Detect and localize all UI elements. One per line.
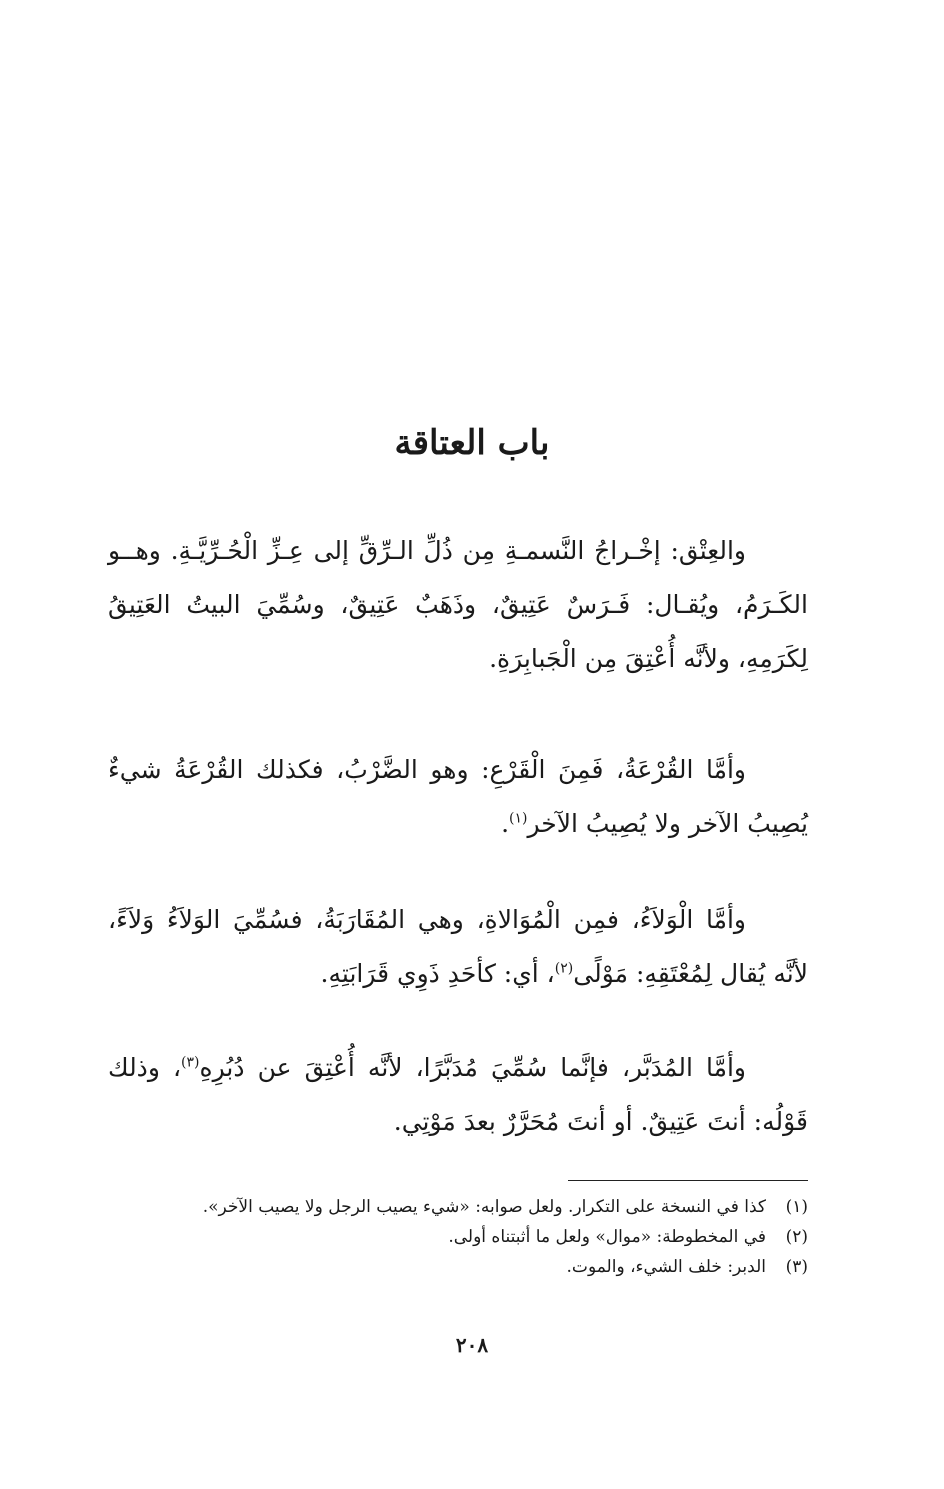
footnote-item (108, 1192, 808, 1222)
footnote-number: (٢) (785, 1227, 808, 1247)
paragraph-2-text: وأمَّا القُرْعَةُ، فَمِنَ الْقَرْعِ: وهو الضَّرْبُ، فكذلك القُرْعَةُ شيءٌ يُصِيبُ الآخر ولا يُصِيبُ الآخر (108, 755, 808, 838)
paragraph-2 (108, 743, 808, 851)
footnote-text: كذا في النسخة على التكرار. ولعل صوابه: «شيء يصيب الرجل ولا يصيب الآخر». (202, 1197, 766, 1217)
paragraph-3-text: وأمَّا الْوَلاَءُ، فمِن الْمُوَالاةِ، وهي المُقَارَبَةُ، فسُمِّيَ الوَلاَءُ وَلاَءً، لأنَّه يُقال لِمُعْتَقِهِ: مَوْلًى (108, 905, 808, 988)
page-number: ٢٠٨ (455, 1333, 489, 1357)
footnotes-list (108, 1192, 808, 1282)
paragraph-4 (108, 1041, 808, 1149)
footnote-text: الدبر: خلف الشيء، والموت. (566, 1257, 766, 1277)
footnote-number: (١) (785, 1197, 808, 1217)
paragraph-4-text-after: ، وذلك قَوْلُه: أنتَ عَتِيقٌ. أو أنتَ مُحَرَّرٌ بعدَ مَوْتِي. (108, 1053, 808, 1136)
footnote-divider (568, 1180, 808, 1181)
footnote-item (108, 1222, 808, 1252)
footnote-ref-1[interactable]: (١) (509, 810, 528, 827)
chapter-title: باب العتاقة (394, 423, 550, 463)
footnote-number: (٣) (785, 1257, 808, 1277)
paragraph-4-text: وأمَّا المُدَبَّر، فإنَّما سُمِّيَ مُدَبَّرًا، لأنَّه أُعْتِقَ عن دُبُرِهِ (199, 1053, 746, 1082)
paragraph-1 (108, 524, 808, 686)
footnote-text: في المخطوطة: «موال» ولعل ما أثبتناه أولى. (448, 1227, 766, 1247)
footnote-ref-2[interactable]: (٢) (554, 960, 574, 977)
footnote-item (108, 1252, 808, 1282)
paragraph-1-text: والعِتْق: إخْـراجُ النَّسمـةِ مِن ذُلِّ الـرِّقِّ إلى عِـزِّ الْحُـرِّيَّـةِ. وهــو الكَـرَمُ، ويُقـال: فَـرَسٌ عَتِيقٌ، وذَهَبٌ عَتِيقٌ، وسُمِّيَ البيتُ العَتِيقُ لِكَرَمِهِ، ولأنَّه أُعْتِقَ مِن الْجَبابِرَةِ. (108, 536, 808, 673)
paragraph-3 (108, 893, 808, 1001)
footnote-ref-3[interactable]: (٣) (181, 1054, 200, 1071)
paragraph-3-text-after: ، أي: كأحَدِ ذَوِي قَرَابَتِهِ. (320, 959, 555, 988)
paragraph-2-text-after: . (501, 809, 510, 838)
